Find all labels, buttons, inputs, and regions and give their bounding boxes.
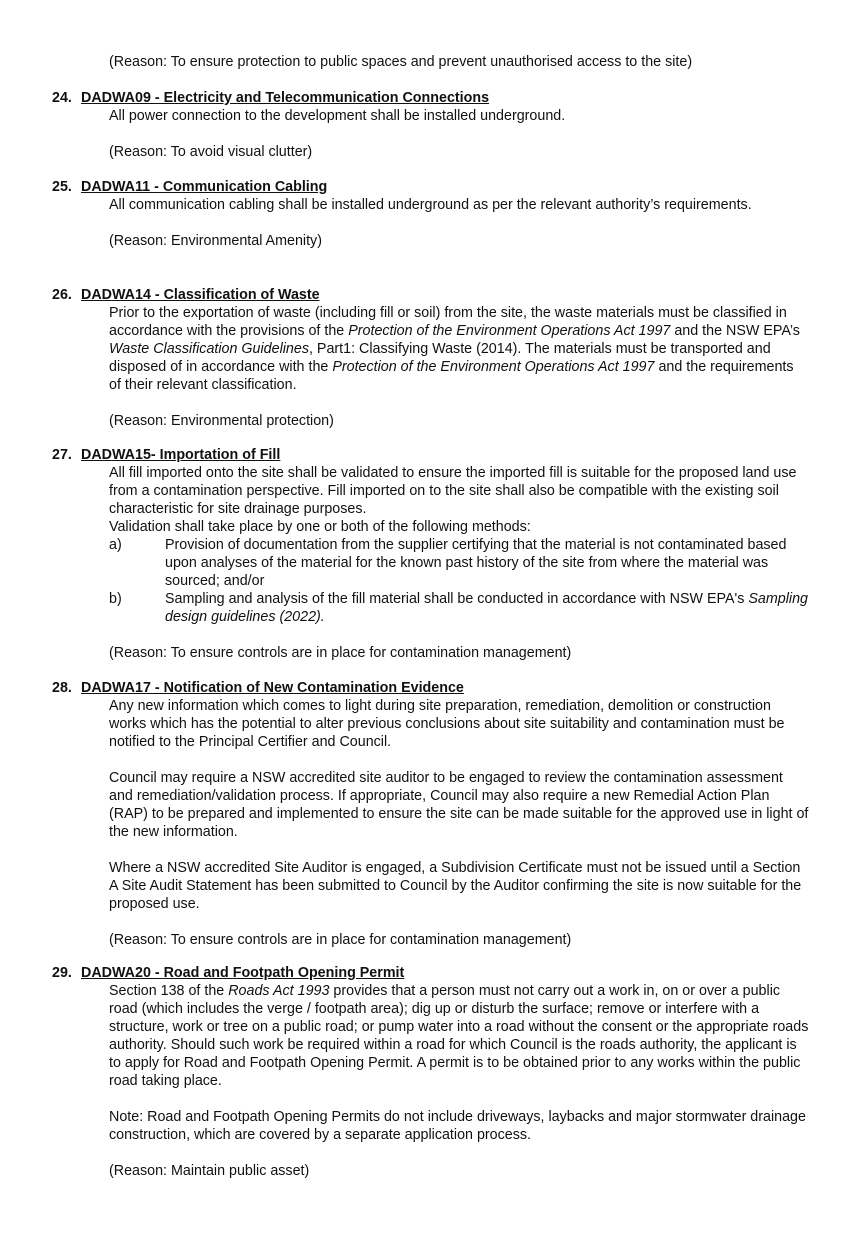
condition-body [109,697,809,949]
act-title: Protection of the Environment Operations Act 1997 [348,323,671,339]
condition-28 [52,679,812,949]
condition-24 [52,89,812,161]
guideline-title: Sampling design guidelines (2022). [165,591,808,625]
list-label: b) [109,591,122,607]
condition-number: 26. [52,287,72,303]
paragraph: Council may require a NSW accredited site auditor to be engaged to review the contamination assessment and remediation/validation process. If appropriate, Council may also require a new Remedial Action Plan (RAP) to be prepared and implemented to ensure the site can be made suitable for the approved use in light of the new information. [109,770,809,840]
reason-text: (Reason: Environmental Amenity) [109,233,322,249]
condition-27 [52,446,812,662]
condition-25 [52,178,812,250]
condition-number: 24. [52,90,72,106]
list-text: Provision of documentation from the supplier certifying that the material is not contaminated based upon analyses of the material for the known past history of the site from where the material was sourced; and/or [165,537,787,589]
paragraph: Where a NSW accredited Site Auditor is engaged, a Subdivision Certificate must not be issued until a Section A Site Audit Statement has been submitted to Council by the Auditor confirming the site is now suitable for the proposed use. [109,860,802,912]
list-item [109,536,809,590]
list-item [109,590,809,626]
reason-text: (Reason: To avoid visual clutter) [109,144,313,160]
condition-number: 28. [52,680,72,696]
condition-number: 25. [52,179,72,195]
list-text: Sampling and analysis of the fill material shall be conducted in accordance with NSW EPA's Sampling design guidelines (2022). [165,591,808,625]
paragraph: Note: Road and Footpath Opening Permits do not include driveways, laybacks and major stormwater drainage construction, which are covered by a separate application process. [109,1109,806,1143]
paragraph: Any new information which comes to light during site preparation, remediation, demolition or construction works which has the potential to alter previous conclusions about site suitability and contamination must be notified to the Principal Certifier and Council. [109,698,785,750]
reason-text: (Reason: To ensure controls are in place for contamination management) [109,645,572,661]
condition-heading [52,446,812,464]
act-title: Roads Act 1993 [228,983,330,999]
act-title: Protection of the Environment Operations Act 1997 [332,359,655,375]
condition-title: DADWA17 - Notification of New Contamination Evidence [81,680,464,696]
paragraph: All communication cabling shall be installed underground as per the relevant authority’s requirements. [109,197,752,213]
condition-body [109,107,809,161]
list-label: a) [109,537,122,553]
reason-text: (Reason: Environmental protection) [109,413,334,429]
top-reason-text: (Reason: To ensure protection to public spaces and prevent unauthorised access to the site) [109,54,693,70]
condition-title: DADWA11 - Communication Cabling [81,179,328,195]
condition-title: DADWA20 - Road and Footpath Opening Permit [81,965,405,981]
condition-title: DADWA15- Importation of Fill [81,447,281,463]
paragraph: All power connection to the development shall be installed underground. [109,108,566,124]
condition-29 [52,964,812,1180]
paragraph: Validation shall take place by one or both of the following methods: [109,519,531,535]
reason-text: (Reason: To ensure controls are in place for contamination management) [109,932,572,948]
condition-title: DADWA14 - Classification of Waste [81,287,320,303]
condition-body [109,464,809,662]
condition-body [109,196,809,250]
guideline-title: Waste Classification Guidelines [109,341,309,357]
condition-26 [52,286,812,430]
condition-heading [52,964,812,982]
condition-body [109,304,809,430]
paragraph: Prior to the exportation of waste (including fill or soil) from the site, the waste materials must be classified in accordance with the provisions of the Protection of the Environment Operations Act 1997 and the NSW EPA’s Waste Classification Guidelines, Part1: Classifying Waste (2014). The materials must be transported and disposed of in accordance with the Protection of the Environment Operations Act 1997 and the requirements of their relevant classification. [109,305,800,393]
condition-number: 29. [52,965,72,981]
paragraph: All fill imported onto the site shall be validated to ensure the imported fill is suitable for the proposed land use from a contamination perspective. Fill imported on to the site shall also be compatible with the existing soil characteristic for site drainage purposes. [109,465,797,517]
reason-text: (Reason: Maintain public asset) [109,1163,310,1179]
condition-heading [52,178,812,196]
condition-title: DADWA09 - Electricity and Telecommunication Connections [81,90,490,106]
paragraph: Section 138 of the Roads Act 1993 provides that a person must not carry out a work in, on or over a public road (which includes the verge / footpath area); dig up or disturb the surface; remove or interfere with a structure, work or tree on a public road; or pump water into a road without the consent or the appropriate roads authority. Should such work be required within a road for which Council is the roads authority, the applicant is to apply for Road and Footpath Opening Permit. A permit is to be obtained prior to any works within the public road taking place. [109,983,809,1089]
condition-number: 27. [52,447,72,463]
condition-heading [52,679,812,697]
condition-heading [52,89,812,107]
condition-body [109,982,809,1180]
condition-heading [52,286,812,304]
